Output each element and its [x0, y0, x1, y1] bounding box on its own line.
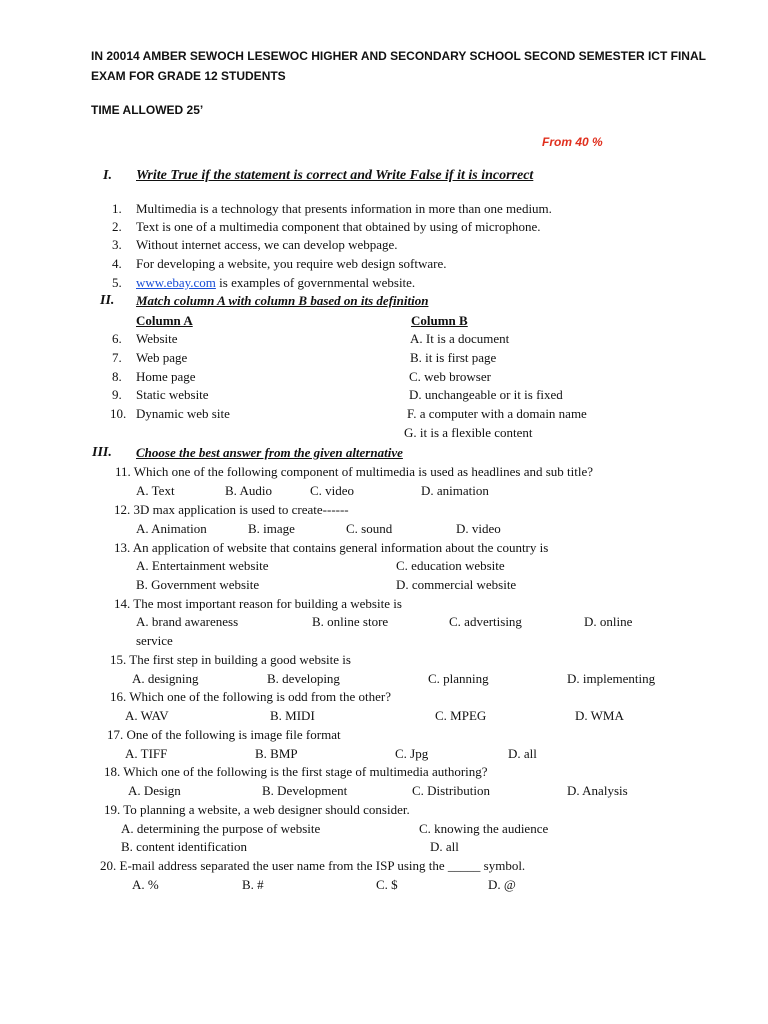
q15-option-b: B. developing — [267, 671, 340, 686]
q16-option-b: B. MIDI — [270, 708, 315, 723]
column-b-heading: Column B — [411, 313, 468, 328]
item-4-text: For developing a website, you require web design software. — [136, 256, 447, 271]
item-3-number: 3. — [112, 237, 122, 252]
q16-option-d: D. WMA — [575, 708, 624, 723]
item-5-number: 5. — [112, 275, 122, 290]
q11-option-d: D. animation — [421, 483, 489, 498]
q14-option-d: D. online — [584, 614, 633, 629]
match-item-9-text: Static website — [136, 387, 209, 402]
match-item-6-number: 6. — [112, 331, 122, 346]
q13-option-a: A. Entertainment website — [136, 558, 269, 573]
time-allowed: TIME ALLOWED 25’ — [91, 103, 204, 117]
q18-option-a: A. Design — [128, 783, 181, 798]
match-item-7-number: 7. — [112, 350, 122, 365]
q12-option-d: D. video — [456, 521, 501, 536]
item-3-text: Without internet access, we can develop webpage. — [136, 237, 398, 252]
q11-option-b: B. Audio — [225, 483, 272, 498]
question-12: 12. 3D max application is used to create------ — [114, 502, 349, 517]
match-item-9-number: 9. — [112, 387, 122, 402]
question-19: 19. To planning a website, a web designer should consider. — [104, 802, 410, 817]
q15-option-d: D. implementing — [567, 671, 656, 686]
match-item-8-number: 8. — [112, 369, 122, 384]
q15-option-c: C. planning — [428, 671, 489, 686]
match-item-10-number: 10. — [110, 406, 127, 421]
ebay-link[interactable]: www.ebay.com — [136, 275, 216, 290]
q12-option-a: A. Animation — [136, 521, 207, 536]
exam-title-line-2: EXAM FOR GRADE 12 STUDENTS — [91, 69, 286, 83]
total-marks: From 40 % — [542, 135, 603, 149]
question-14: 14. The most important reason for building a website is — [114, 596, 402, 611]
item-1-number: 1. — [112, 201, 122, 216]
q13-option-d: D. commercial website — [396, 577, 517, 592]
q17-option-a: A. TIFF — [125, 746, 168, 761]
item-4-number: 4. — [112, 256, 122, 271]
q18-option-c: C. Distribution — [412, 783, 491, 798]
q19-option-d: D. all — [430, 839, 459, 854]
part-2-heading: Match column A with column B based on its definition — [136, 293, 429, 308]
q16-option-c: C. MPEG — [435, 708, 487, 723]
part-3-heading: Choose the best answer from the given alternative — [136, 445, 403, 460]
q20-option-b: B. # — [242, 877, 264, 892]
q18-option-b: B. Development — [262, 783, 348, 798]
part-1-heading: Write True if the statement is correct and Write False if it is incorrect — [136, 168, 534, 183]
match-option-d: D. unchangeable or it is fixed — [409, 387, 563, 402]
q19-option-c: C. knowing the audience — [419, 821, 549, 836]
match-item-7-text: Web page — [136, 350, 188, 365]
question-20: 20. E-mail address separated the user name from the ISP using the _____ symbol. — [100, 858, 526, 873]
match-option-a: A. It is a document — [410, 331, 510, 346]
q18-option-d: D. Analysis — [567, 783, 628, 798]
exam-title-line-1: IN 20014 AMBER SEWOCH LESEWOC HIGHER AND SECONDARY SCHOOL SECOND SEMESTER ICT FINAL — [91, 49, 706, 63]
q17-option-c: C. Jpg — [395, 746, 429, 761]
q11-option-a: A. Text — [136, 483, 175, 498]
match-option-c: C. web browser — [409, 369, 491, 384]
question-15: 15. The first step in building a good website is — [110, 652, 351, 667]
question-11: 11. Which one of the following component of multimedia is used as headlines and sub title? — [115, 464, 594, 479]
q17-option-d: D. all — [508, 746, 537, 761]
q19-option-a: A. determining the purpose of website — [121, 821, 321, 836]
q17-option-b: B. BMP — [255, 746, 298, 761]
match-item-6-text: Website — [136, 331, 178, 346]
match-item-8-text: Home page — [136, 369, 196, 384]
q14-option-c: C. advertising — [449, 614, 522, 629]
q11-option-c: C. video — [310, 483, 355, 498]
q16-option-a: A. WAV — [125, 708, 169, 723]
q14-option-a: A. brand awareness — [136, 614, 239, 629]
question-13: 13. An application of website that contains general information about the country is — [114, 540, 549, 555]
q19-option-b: B. content identification — [121, 839, 247, 854]
q15-option-a: A. designing — [132, 671, 199, 686]
question-18: 18. Which one of the following is the first stage of multimedia authoring? — [104, 764, 488, 779]
q12-option-b: B. image — [248, 521, 295, 536]
q14-option-b: B. online store — [312, 614, 389, 629]
part-3-numeral: III. — [92, 445, 112, 460]
match-option-g: G. it is a flexible content — [404, 425, 533, 440]
column-a-heading: Column A — [136, 313, 193, 328]
match-option-b: B. it is first page — [410, 350, 497, 365]
question-16: 16. Which one of the following is odd from the other? — [110, 689, 392, 704]
item-5-line — [136, 275, 415, 291]
q14-option-d-continued: service — [136, 633, 173, 648]
q12-option-c: C. sound — [346, 521, 393, 536]
q20-option-d: D. @ — [488, 877, 516, 892]
match-option-f: F. a computer with a domain name — [407, 406, 587, 421]
part-1-numeral: I. — [103, 168, 112, 183]
part-2-numeral: II. — [100, 293, 115, 308]
item-2-text: Text is one of a multimedia component that obtained by using of microphone. — [136, 219, 541, 234]
q13-option-b: B. Government website — [136, 577, 260, 592]
match-item-10-text: Dynamic web site — [136, 406, 230, 421]
q20-option-c: C. $ — [376, 877, 398, 892]
item-1-text: Multimedia is a technology that presents information in more than one medium. — [136, 201, 552, 216]
q20-option-a: A. % — [132, 877, 159, 892]
q13-option-c: C. education website — [396, 558, 505, 573]
item-2-number: 2. — [112, 219, 122, 234]
question-17: 17. One of the following is image file format — [107, 727, 341, 742]
item-5-text: is examples of governmental website. — [215, 275, 416, 290]
